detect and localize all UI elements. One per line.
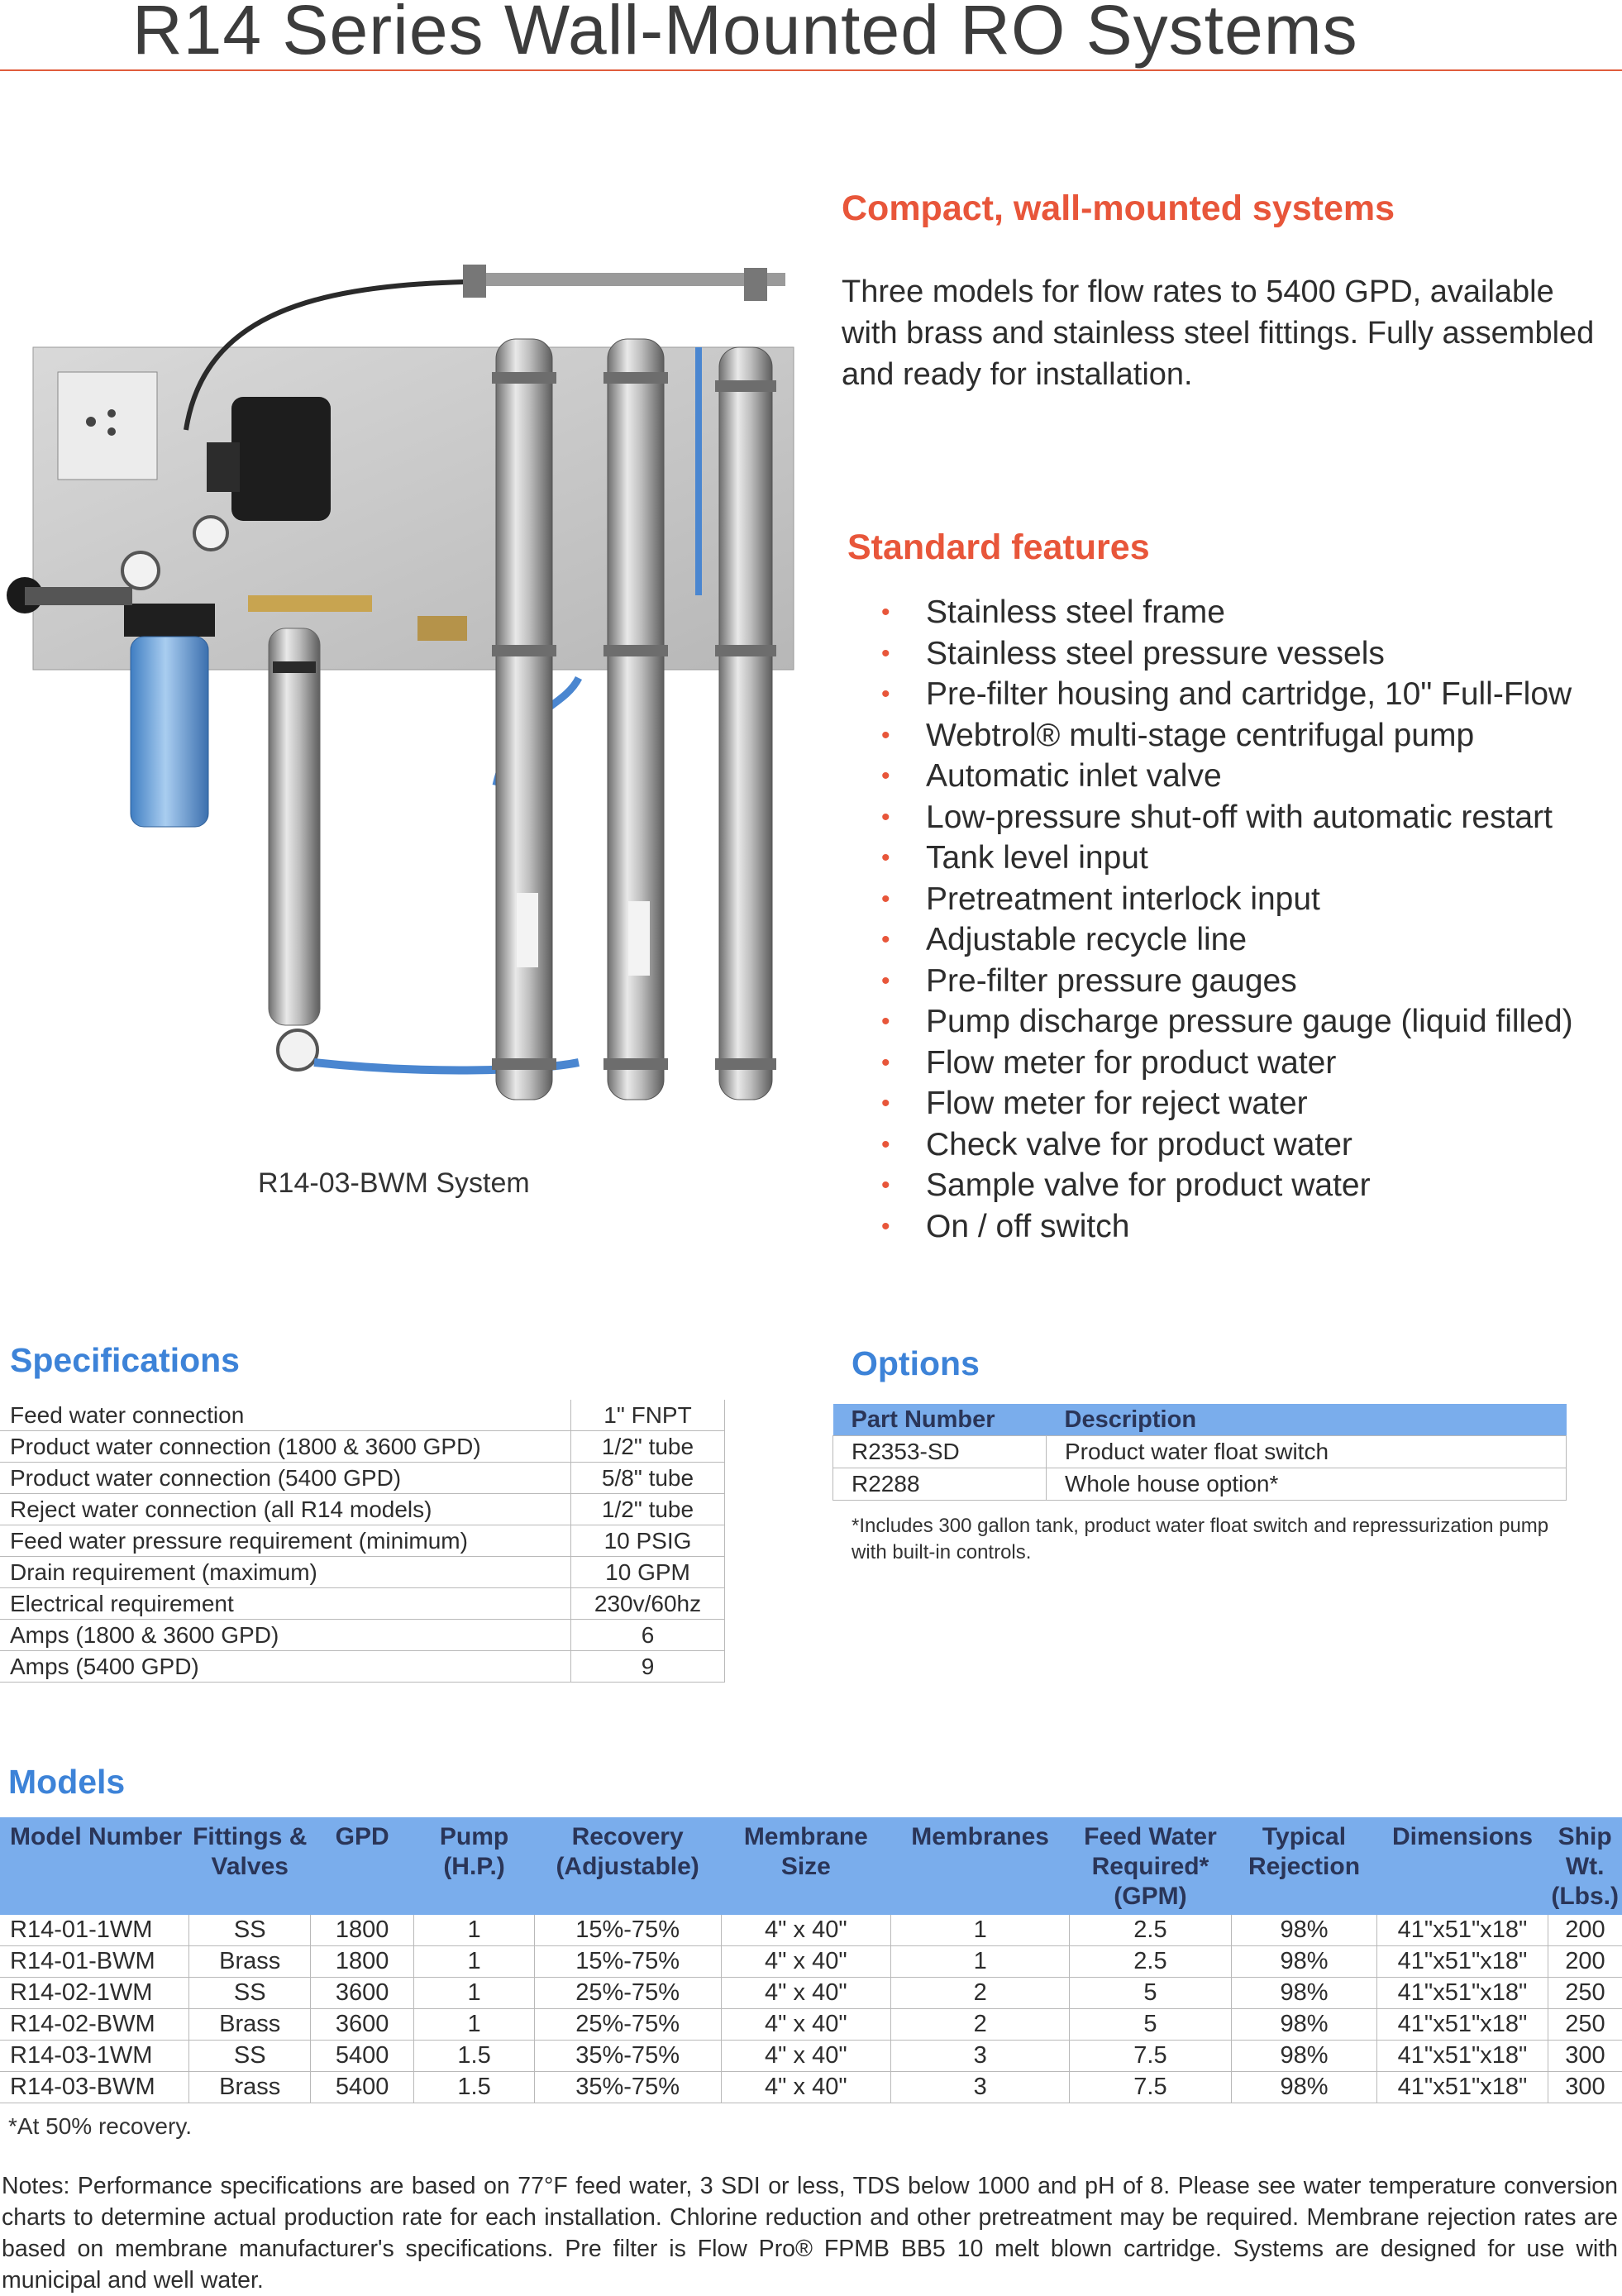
table-row — [0, 1463, 725, 1494]
spec-label: Feed water connection — [0, 1400, 571, 1431]
bullet-icon: • — [881, 1090, 890, 1117]
bullet-icon: • — [881, 599, 890, 626]
table-cell: 5400 — [310, 2041, 413, 2072]
table-row — [0, 2072, 1622, 2103]
feature-label: On / off switch — [926, 1208, 1130, 1244]
table-cell: 1800 — [310, 1946, 413, 1978]
bullet-icon: • — [881, 721, 890, 749]
table-header-row — [0, 1817, 1622, 1915]
table-cell: 3600 — [310, 2009, 413, 2041]
table-cell: Brass — [189, 1946, 311, 1978]
feature-label: Flow meter for reject water — [926, 1086, 1308, 1121]
spec-value: 230v/60hz — [571, 1588, 725, 1620]
table-cell: 98% — [1231, 2072, 1376, 2103]
table-cell: 41"x51"x18" — [1377, 1915, 1548, 1946]
table-row — [0, 1588, 725, 1620]
bullet-icon: • — [881, 967, 890, 995]
table-cell: 1 — [891, 1915, 1070, 1946]
table-row — [0, 1946, 1622, 1978]
table-cell: 2.5 — [1070, 1915, 1232, 1946]
table-cell: Brass — [189, 2009, 311, 2041]
feature-item — [876, 838, 1573, 879]
table-cell: 3 — [891, 2041, 1070, 2072]
intro-heading: Compact, wall-mounted systems — [842, 189, 1395, 228]
feature-label: Flow meter for product water — [926, 1044, 1337, 1081]
model-number-cell: R14-03-1WM — [0, 2041, 189, 2072]
table-cell: 3 — [891, 2072, 1070, 2103]
bullet-icon: • — [881, 803, 890, 831]
feature-label: Tank level input — [926, 840, 1148, 876]
feature-item — [876, 797, 1573, 838]
specifications-heading: Specifications — [10, 1341, 240, 1379]
table-cell: 98% — [1231, 1915, 1376, 1946]
column-header: Pump (H.P.) — [414, 1817, 534, 1915]
feature-label: Pump discharge pressure gauge (liquid filled) — [926, 1004, 1573, 1039]
table-row — [0, 1557, 725, 1588]
column-header: Ship Wt. (Lbs.) — [1548, 1817, 1622, 1915]
options-footnote: *Includes 300 gallon tank, product water float switch and repressurization pump with built-in controls. — [852, 1515, 1549, 1563]
table-cell: Brass — [189, 2072, 311, 2103]
column-header: GPD — [310, 1817, 413, 1915]
feature-item — [876, 1001, 1573, 1043]
feature-label: Stainless steel frame — [926, 594, 1225, 630]
table-cell: 15%-75% — [534, 1946, 721, 1978]
feature-label: Pre-filter pressure gauges — [926, 962, 1297, 999]
spec-label: Product water connection (1800 & 3600 GPD) — [0, 1431, 571, 1463]
spec-label: Amps (5400 GPD) — [0, 1651, 571, 1683]
column-header: Description — [1047, 1404, 1567, 1436]
feature-label: Webtrol® multi-stage centrifugal pump — [926, 717, 1475, 753]
feature-item — [876, 1124, 1573, 1166]
column-header: Model Number — [0, 1817, 189, 1915]
title-divider — [0, 69, 1622, 71]
spec-label: Amps (1800 & 3600 GPD) — [0, 1620, 571, 1651]
column-header: Feed Water Required* (GPM) — [1070, 1817, 1232, 1915]
spec-value: 6 — [571, 1620, 725, 1651]
table-cell: 200 — [1548, 1915, 1622, 1946]
feature-item — [876, 1206, 1573, 1248]
table-cell: 41"x51"x18" — [1377, 2009, 1548, 2041]
models-table — [0, 1817, 1622, 2103]
table-cell: 1 — [414, 1946, 534, 1978]
model-number-cell: R14-01-BWM — [0, 1946, 189, 1978]
table-cell: 25%-75% — [534, 1978, 721, 2009]
table-cell: 250 — [1548, 2009, 1622, 2041]
table-cell: 98% — [1231, 2009, 1376, 2041]
table-cell: 4" x 40" — [721, 1915, 891, 1946]
table-cell: 4" x 40" — [721, 2072, 891, 2103]
feature-label: Check valve for product water — [926, 1126, 1352, 1162]
spec-label: Product water connection (5400 GPD) — [0, 1463, 571, 1494]
spec-value: 1/2" tube — [571, 1494, 725, 1525]
feature-item — [876, 1165, 1573, 1206]
photo-caption: R14-03-BWM System — [258, 1167, 530, 1199]
table-row — [0, 1400, 725, 1431]
column-header: Membrane Size — [721, 1817, 891, 1915]
model-number-cell: R14-02-BWM — [0, 2009, 189, 2041]
table-cell: 1 — [414, 1915, 534, 1946]
specifications-table — [0, 1400, 725, 1683]
table-cell: 1.5 — [414, 2072, 534, 2103]
table-cell: SS — [189, 1978, 311, 2009]
table-cell: 41"x51"x18" — [1377, 2041, 1548, 2072]
table-cell: 300 — [1548, 2072, 1622, 2103]
table-cell: 3600 — [310, 1978, 413, 2009]
bullet-icon: • — [881, 1212, 890, 1240]
options-table — [832, 1404, 1567, 1501]
bullet-icon: • — [881, 1172, 890, 1199]
description-cell: Whole house option* — [1047, 1468, 1567, 1501]
feature-item — [876, 1083, 1573, 1124]
models-footnote: *At 50% recovery. — [8, 2113, 193, 2139]
spec-value: 1/2" tube — [571, 1431, 725, 1463]
column-header: Typical Rejection — [1231, 1817, 1376, 1915]
column-header: Recovery (Adjustable) — [534, 1817, 721, 1915]
table-row — [0, 1978, 1622, 2009]
table-row — [0, 1651, 725, 1683]
feature-label: Low-pressure shut-off with automatic restart — [926, 799, 1553, 835]
intro-text: Three models for flow rates to 5400 GPD, available with brass and stainless steel fittings. Fully assembled and ready for installation. — [842, 274, 1595, 392]
column-header: Membranes — [891, 1817, 1070, 1915]
table-row — [833, 1436, 1567, 1468]
table-row — [0, 1525, 725, 1557]
table-cell: 15%-75% — [534, 1915, 721, 1946]
column-header: Dimensions — [1377, 1817, 1548, 1915]
feature-label: Automatic inlet valve — [926, 758, 1222, 794]
spec-value: 10 GPM — [571, 1557, 725, 1588]
table-cell: 200 — [1548, 1946, 1622, 1978]
spec-value: 1" FNPT — [571, 1400, 725, 1431]
table-row — [0, 2041, 1622, 2072]
spec-label: Reject water connection (all R14 models) — [0, 1494, 571, 1525]
spec-value: 9 — [571, 1651, 725, 1683]
table-cell: 5 — [1070, 2009, 1232, 2041]
spec-value: 5/8" tube — [571, 1463, 725, 1494]
model-number-cell: R14-01-1WM — [0, 1915, 189, 1946]
part-number-cell: R2288 — [833, 1468, 1047, 1501]
table-cell: 4" x 40" — [721, 1978, 891, 2009]
table-cell: 98% — [1231, 1978, 1376, 2009]
feature-item — [876, 756, 1573, 797]
table-cell: 250 — [1548, 1978, 1622, 2009]
spec-label: Feed water pressure requirement (minimum) — [0, 1525, 571, 1557]
bullet-icon: • — [881, 762, 890, 790]
feature-label: Stainless steel pressure vessels — [926, 635, 1385, 671]
table-cell: SS — [189, 2041, 311, 2072]
table-cell: 4" x 40" — [721, 1946, 891, 1978]
table-cell: 5 — [1070, 1978, 1232, 2009]
column-header: Fittings & Valves — [189, 1817, 311, 1915]
table-cell: 300 — [1548, 2041, 1622, 2072]
column-header: Part Number — [833, 1404, 1047, 1436]
feature-item — [876, 633, 1573, 675]
models-heading: Models — [8, 1763, 126, 1801]
table-cell: 1.5 — [414, 2041, 534, 2072]
table-cell: 41"x51"x18" — [1377, 1978, 1548, 2009]
feature-item — [876, 715, 1573, 757]
page-title: R14 Series Wall-Mounted RO Systems — [132, 0, 1358, 69]
bullet-icon: • — [881, 680, 890, 708]
table-cell: 1800 — [310, 1915, 413, 1946]
table-cell: 41"x51"x18" — [1377, 1946, 1548, 1978]
bullet-icon: • — [881, 1048, 890, 1076]
description-cell: Product water float switch — [1047, 1436, 1567, 1468]
table-header-row — [833, 1404, 1567, 1436]
options-heading: Options — [852, 1344, 980, 1382]
feature-item — [876, 961, 1573, 1002]
table-cell: 4" x 40" — [721, 2041, 891, 2072]
table-cell: 25%-75% — [534, 2009, 721, 2041]
bullet-icon: • — [881, 926, 890, 953]
table-row — [833, 1468, 1567, 1501]
table-cell: 2 — [891, 2009, 1070, 2041]
feature-label: Pretreatment interlock input — [926, 881, 1320, 917]
bullet-icon: • — [881, 639, 890, 667]
table-row — [0, 1494, 725, 1525]
part-number-cell: R2353-SD — [833, 1436, 1047, 1468]
feature-item — [876, 592, 1573, 633]
spec-label: Drain requirement (maximum) — [0, 1557, 571, 1588]
table-cell: 35%-75% — [534, 2041, 721, 2072]
table-cell: 35%-75% — [534, 2072, 721, 2103]
table-cell: 98% — [1231, 1946, 1376, 1978]
bullet-icon: • — [881, 1130, 890, 1158]
feature-item — [876, 919, 1573, 961]
table-row — [0, 2009, 1622, 2041]
feature-item — [876, 1043, 1573, 1084]
table-cell: 41"x51"x18" — [1377, 2072, 1548, 2103]
table-cell: 1 — [414, 1978, 534, 2009]
feature-item — [876, 674, 1573, 715]
bullet-icon: • — [881, 844, 890, 871]
model-number-cell: R14-02-1WM — [0, 1978, 189, 2009]
table-cell: 5400 — [310, 2072, 413, 2103]
model-number-cell: R14-03-BWM — [0, 2072, 189, 2103]
table-cell: 4" x 40" — [721, 2009, 891, 2041]
product-photo — [0, 248, 827, 1141]
features-list — [876, 592, 1573, 1247]
features-heading: Standard features — [847, 527, 1150, 567]
table-row — [0, 1431, 725, 1463]
feature-label: Sample valve for product water — [926, 1167, 1371, 1203]
table-cell: 7.5 — [1070, 2072, 1232, 2103]
table-row — [0, 1915, 1622, 1946]
table-cell: 2 — [891, 1978, 1070, 2009]
table-row — [0, 1620, 725, 1651]
notes-paragraph: Notes: Performance specifications are based on 77°F feed water, 3 SDI or less, TDS below 1000 and pH of 8. Please see water temperature conversion charts to determine actual production rate for each installation. Chlorine reduction and other pretreatment may be required. Membrane rejection rates are based on membrane manufacturer's specifications. Pre filter is Flow Pro® FPMB BB5 10 melt blown cartridge. Systems are designed for use with municipal and well water. — [2, 2173, 1618, 2294]
bullet-icon: • — [881, 885, 890, 913]
feature-label: Adjustable recycle line — [926, 922, 1248, 957]
spec-label: Electrical requirement — [0, 1588, 571, 1620]
spec-value: 10 PSIG — [571, 1525, 725, 1557]
bullet-icon: • — [881, 1008, 890, 1035]
table-cell: 1 — [891, 1946, 1070, 1978]
table-cell: 1 — [414, 2009, 534, 2041]
table-cell: 98% — [1231, 2041, 1376, 2072]
table-cell: 2.5 — [1070, 1946, 1232, 1978]
feature-item — [876, 879, 1573, 920]
table-cell: 7.5 — [1070, 2041, 1232, 2072]
table-cell: SS — [189, 1915, 311, 1946]
feature-label: Pre-filter housing and cartridge, 10" Full-Flow — [926, 676, 1572, 712]
